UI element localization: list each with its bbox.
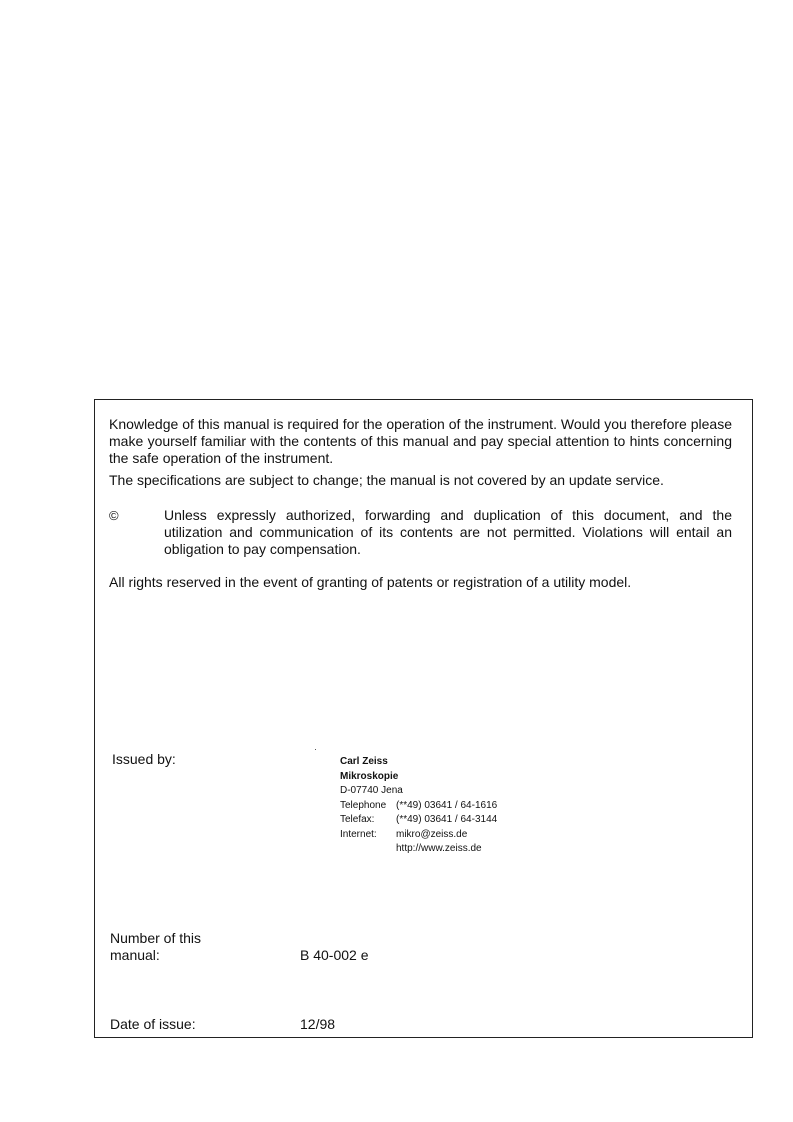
telephone-number: (**49) 03641 / 64-1616: [396, 799, 498, 811]
copyright-notice: Unless expressly authorized, forwarding and duplication of this document, and the utilization and communication of its contents are not permitted. Violations will entail an obligation to pay compensation.: [164, 507, 732, 557]
specifications-note: The specifications are subject to change; the manual is not covered by an update service.: [109, 472, 664, 488]
telefax-row: [340, 813, 497, 828]
intro-paragraph: Knowledge of this manual is required for the operation of the instrument. Would you therefore please make yourself familiar with the contents of this manual and pay special attention to hints concerning the safe operation of the instrument.: [109, 416, 732, 466]
rights-reserved-note: All rights reserved in the event of granting of patents or registration of a utility model.: [109, 574, 632, 590]
telephone-row: [340, 799, 497, 814]
email-address: mikro@zeiss.de: [396, 828, 468, 840]
copyright-symbol: ©: [109, 508, 119, 523]
manual-number-value: B 40-002 e: [300, 947, 369, 963]
telefax-label: Telefax:: [340, 814, 375, 825]
date-of-issue-label: Date of issue:: [110, 1016, 196, 1032]
issuer-address-block: [340, 755, 497, 857]
postal-address: D-07740 Jena: [340, 785, 403, 796]
company-division: Mikroskopie: [340, 770, 399, 782]
manual-number-label-line1: Number of this: [110, 930, 202, 946]
internet-label: Internet:: [340, 828, 377, 840]
issued-by-label: Issued by:: [112, 751, 176, 767]
internet-row: [340, 828, 497, 843]
company-name: Carl Zeiss: [340, 756, 388, 767]
website-url: http://www.zeiss.de: [396, 843, 482, 854]
date-of-issue-value: 12/98: [300, 1016, 336, 1032]
manual-number-label-line2: manual:: [110, 947, 160, 963]
telephone-label: Telephone: [340, 799, 387, 811]
website-row: [340, 842, 497, 857]
stray-dot: [315, 749, 316, 750]
telefax-number: (**49) 03641 / 64-3144: [396, 814, 498, 825]
manual-info-box: [94, 399, 753, 1038]
